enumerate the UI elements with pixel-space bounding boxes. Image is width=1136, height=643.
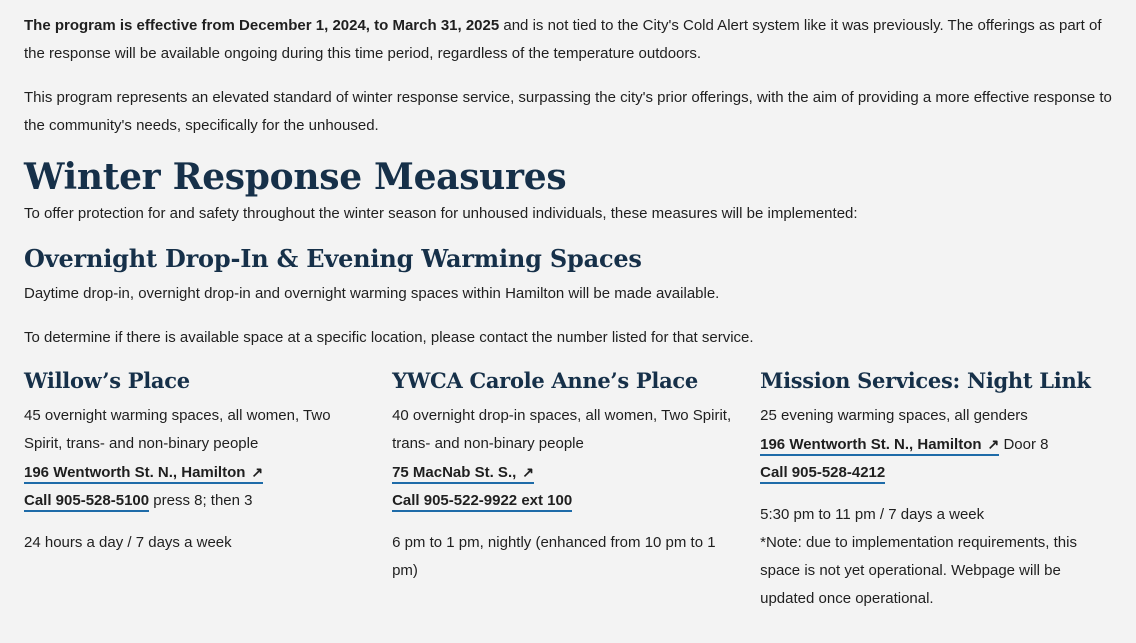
- phone-link[interactable]: Call 905-528-5100: [24, 492, 149, 512]
- location-hours: 24 hours a day / 7 days a week: [24, 534, 232, 551]
- subsection-title: Overnight Drop-In & Evening Warming Spaces: [24, 244, 642, 273]
- address-link[interactable]: [392, 464, 534, 484]
- external-arrow-icon: ↗: [987, 436, 1000, 452]
- section-title: Winter Response Measures: [24, 156, 567, 198]
- subsection-description: Daytime drop-in, overnight drop-in and overnight warming spaces within Hamilton will be made available.: [24, 285, 720, 302]
- location-card-willows-place: [24, 366, 367, 613]
- locations-grid: [24, 366, 1112, 613]
- intro-paragraph: [24, 12, 1112, 68]
- location-hours: 5:30 pm to 11 pm / 7 days a week: [760, 506, 985, 523]
- location-card-mission-services-night-link: [760, 366, 1112, 613]
- address-text: 75 MacNab St. S.,: [392, 464, 517, 481]
- location-hours: 6 pm to 1 pm, nightly (enhanced from 10 pm to 1 pm): [392, 534, 716, 579]
- location-capacity: 45 overnight warming spaces, all women, Two Spirit, trans- and non-binary people: [24, 407, 331, 452]
- location-capacity: 25 evening warming spaces, all genders: [760, 407, 1028, 424]
- section-lead: To offer protection for and safety throughout the winter season for unhoused individuals, these measures will be implemented:: [24, 205, 858, 222]
- external-arrow-icon: ↗: [522, 464, 535, 480]
- location-name: Mission Services: Night Link: [760, 368, 1091, 393]
- location-capacity: 40 overnight drop-in spaces, all women, Two Spirit, trans- and non-binary people: [392, 407, 732, 452]
- address-text: 196 Wentworth St. N., Hamilton: [760, 436, 982, 453]
- address-link[interactable]: [24, 464, 263, 484]
- location-note: *Note: due to implementation requirements, this space is not yet operational. Webpage will be updated once operational.: [760, 534, 1077, 607]
- address-link[interactable]: [760, 436, 999, 456]
- location-name: YWCA Carole Anne’s Place: [392, 368, 698, 393]
- location-card-ywca-carole-annes-place: [392, 366, 735, 613]
- phone-link[interactable]: Call 905-522-9922 ext 100: [392, 492, 572, 512]
- program-description: This program represents an elevated standard of winter response service, surpassing the city's prior offerings, with the aim of providing a more effective response to the community's needs, specifically for the unhoused.: [24, 89, 1112, 134]
- address-text: 196 Wentworth St. N., Hamilton: [24, 464, 246, 481]
- intro-rest: and is not tied to the City's Cold Alert system like it was previously. The offerings as part of the response will be available ongoing during this time period, regardless of the temperature outdoors.: [24, 17, 1102, 62]
- phone-link[interactable]: Call 905-528-4212: [760, 464, 885, 484]
- external-arrow-icon: ↗: [251, 464, 264, 480]
- phone-suffix: press 8; then 3: [149, 492, 253, 509]
- intro-bold-lead: The program is effective from December 1, 2024, to March 31, 2025: [24, 17, 500, 34]
- address-suffix: Door 8: [999, 436, 1049, 453]
- location-name: Willow’s Place: [24, 368, 190, 393]
- contact-note: To determine if there is available space at a specific location, please contact the number listed for that service.: [24, 329, 754, 346]
